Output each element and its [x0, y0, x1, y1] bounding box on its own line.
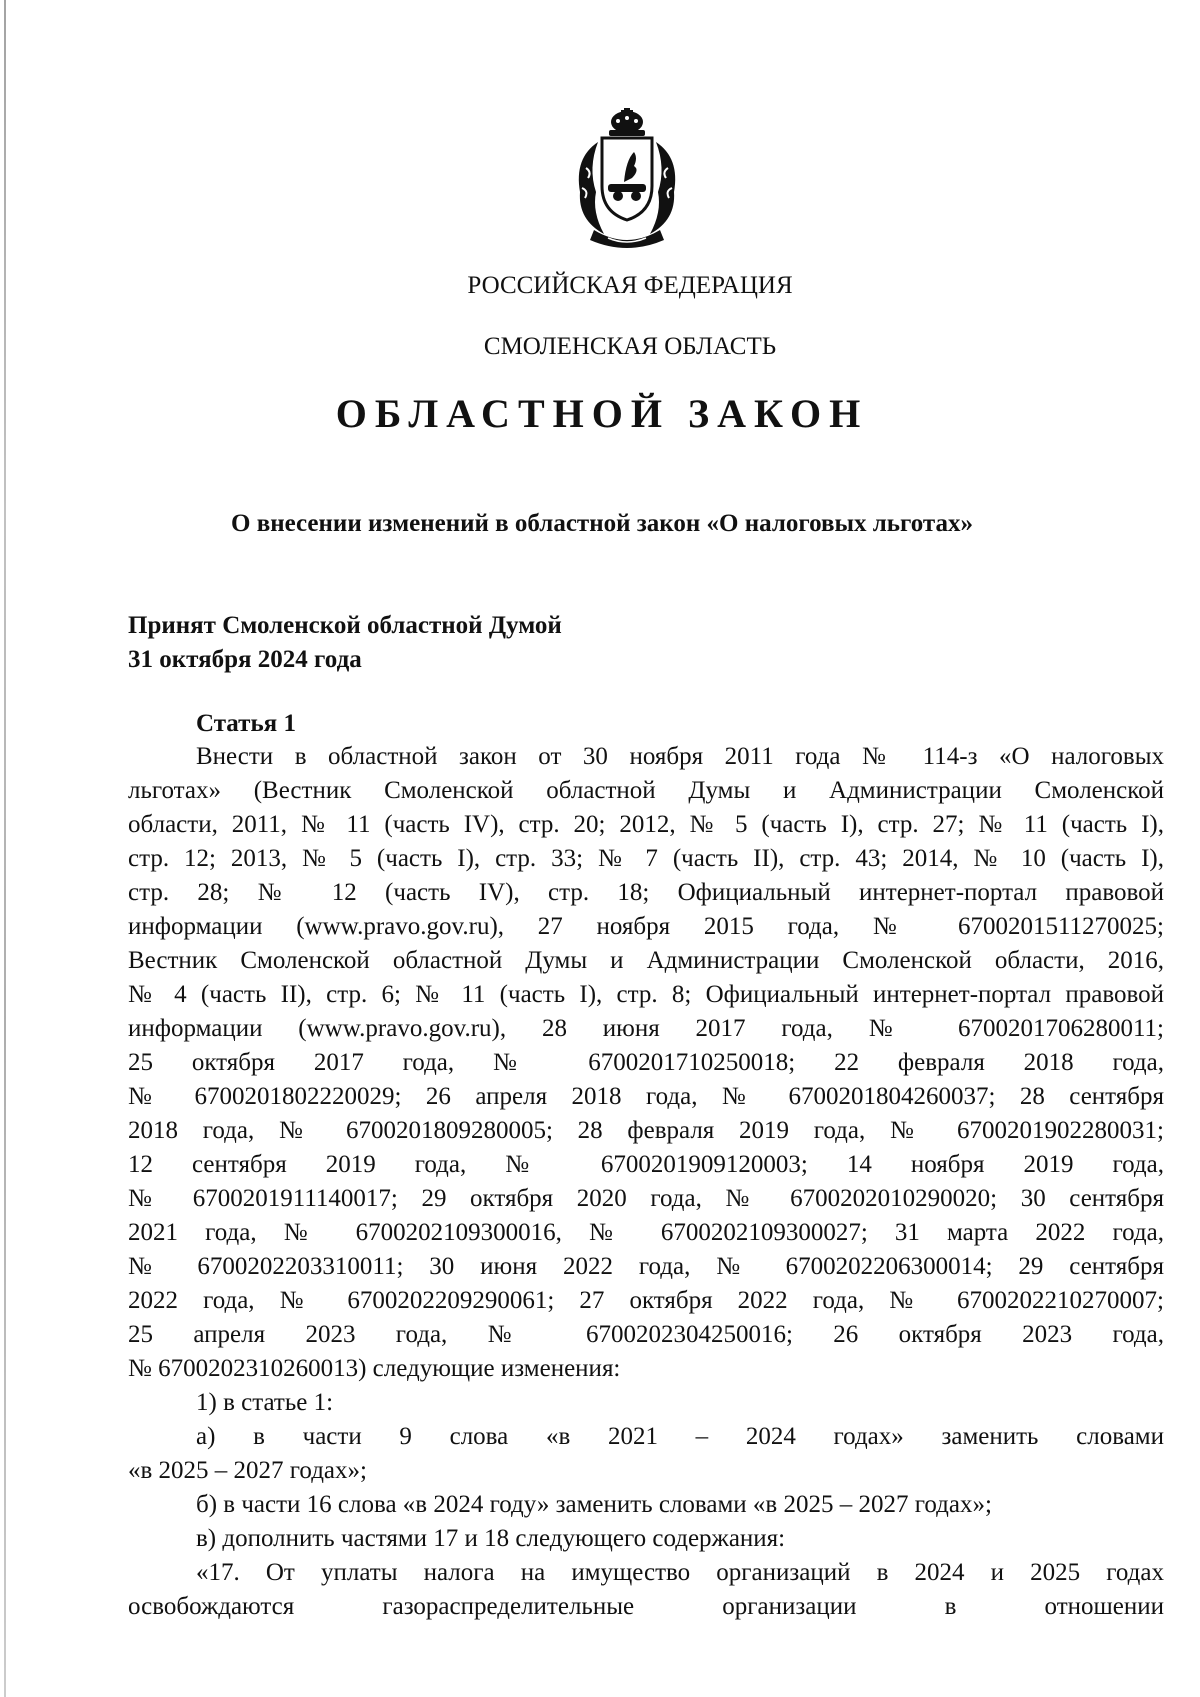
body-line: № 6700202203310011; 30 июня 2022 года, № 6700202206300014; 29 сентября [128, 1253, 1164, 1280]
body-line: 2018 года, № 6700201809280005; 28 февраля 2019 года, № 6700201902280031; [128, 1117, 1164, 1144]
body-line: № 6700201802220029; 26 апреля 2018 года, № 6700201804260037; 28 сентября [128, 1083, 1164, 1110]
body-line: 2021 года, № 6700202109300016, № 6700202109300027; 31 марта 2022 года, [128, 1219, 1164, 1246]
body-line: стр. 12; 2013, № 5 (часть I), стр. 33; № 7 (часть II), стр. 43; 2014, № 10 (часть I), [128, 845, 1164, 872]
scan-edge [4, 0, 6, 1697]
body-line: «в 2025 – 2027 годах»; [128, 1457, 367, 1484]
body-line: информации (www.pravo.gov.ru), 27 ноября 2015 года, № 6700201511270025; [128, 913, 1164, 940]
body-line: льготах» (Вестник Смоленской областной Думы и Администрации Смоленской [128, 777, 1164, 804]
body-line: Внести в областной закон от 30 ноября 2011 года № 114-з «О налоговых [196, 743, 1164, 770]
body-line: 12 сентября 2019 года, № 6700201909120003; 14 ноября 2019 года, [128, 1151, 1164, 1178]
body-line: 25 апреля 2023 года, № 6700202304250016; 26 октября 2023 года, [128, 1321, 1164, 1348]
body-line: б) в части 16 слова «в 2024 году» заменить словами «в 2025 – 2027 годах»; [196, 1491, 992, 1518]
body-line: 2022 года, № 6700202209290061; 27 октября 2022 года, № 6700202210270007; [128, 1287, 1164, 1314]
body-line: № 6700201911140017; 29 октября 2020 года, № 6700202010290020; 30 сентября [128, 1185, 1164, 1212]
coat-of-arms-emblem [568, 108, 686, 248]
adoption-body: Принят Смоленской областной Думой [128, 612, 562, 639]
adoption-date: 31 октября 2024 года [128, 646, 362, 673]
body-line: а) в части 9 слова «в 2021 – 2024 годах» заменить словами [196, 1423, 1164, 1450]
body-line: стр. 28; № 12 (часть IV), стр. 18; Официальный интернет-портал правовой [128, 879, 1164, 906]
body-line: 1) в статье 1: [196, 1389, 334, 1416]
body-line: № 6700202310260013) следующие изменения: [128, 1355, 621, 1382]
region-heading: СМОЛЕНСКАЯ ОБЛАСТЬ [483, 333, 777, 360]
body-line: № 4 (часть II), стр. 6; № 11 (часть I), стр. 8; Официальный интернет-портал правовой [128, 981, 1164, 1008]
body-line: 25 октября 2017 года, № 6700201710250018; 22 февраля 2018 года, [128, 1049, 1164, 1076]
body-line: информации (www.pravo.gov.ru), 28 июня 2017 года, № 6700201706280011; [128, 1015, 1164, 1042]
body-line: «17. От уплаты налога на имущество организаций в 2024 и 2025 годах [196, 1559, 1164, 1586]
country-heading: РОССИЙСКАЯ ФЕДЕРАЦИЯ [467, 272, 793, 299]
law-title: О внесении изменений в областной закон «О налоговых льготах» [231, 510, 973, 537]
body-line: Вестник Смоленской областной Думы и Администрации Смоленской области, 2016, [128, 947, 1164, 974]
body-line: освобождаются газораспределительные организации в отношении [128, 1593, 1164, 1620]
body-line: в) дополнить частями 17 и 18 следующего содержания: [196, 1525, 786, 1552]
document-type-heading: ОБЛАСТНОЙ ЗАКОН [335, 391, 869, 436]
body-line: области, 2011, № 11 (часть IV), стр. 20; 2012, № 5 (часть I), стр. 27; № 11 (часть I), [128, 811, 1164, 838]
article-heading: Статья 1 [196, 710, 296, 737]
